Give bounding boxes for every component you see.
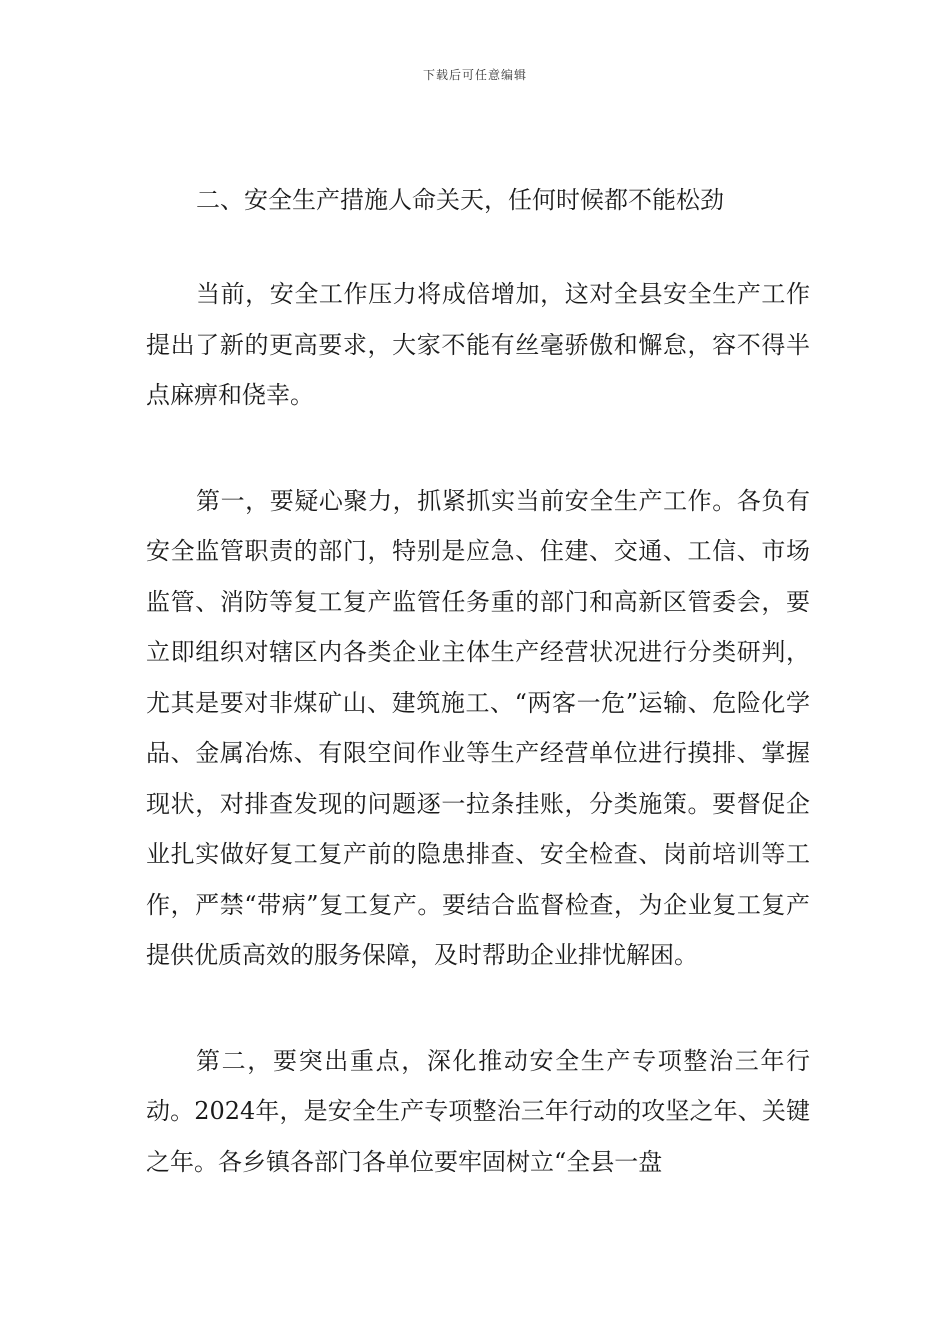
header-note: 下载后可任意编辑 [422, 68, 527, 82]
document-body [146, 176, 810, 1187]
paragraph-first: 第一，要疑心聚力，抓紧抓实当前安全生产工作。各负有安全监管职责的部门，特别是应急、住建、交通、工信、市场监管、消防等复工复产监管任务重的部门和高新区管委会，要立即组织对辖区内各类企业主体生产经营状况进行分类研判，尤其是要对非煤矿山、建筑施工、“两客一危”运输、危险化学品、金属冶炼、有限空间作业等生产经营单位进行摸排、掌握现状，对排查发现的问题逐一拉条挂账，分类施策。要督促企业扎实做好复工复产前的隐患排查、安全检查、岗前培训等工作，严禁“带病”复工复产。要结合监督检查，为企业复工复产提供优质高效的服务保障，及时帮助企业排忧解困。 [146, 486, 810, 969]
section-heading: 二、安全生产措施人命关天，任何时候都不能松劲 [196, 186, 724, 214]
paragraph-second: 第二，要突出重点，深化推动安全生产专项整治三年行动。2024年，是安全生产专项整治三年行动的攻坚之年、关键之年。各乡镇各部门各单位要牢固树立“全县一盘 [146, 1046, 810, 1176]
paragraph-intro: 当前，安全工作压力将成倍增加，这对全县安全生产工作提出了新的更高要求，大家不能有丝毫骄傲和懈怠，容不得半点麻痹和侥幸。 [146, 280, 810, 409]
